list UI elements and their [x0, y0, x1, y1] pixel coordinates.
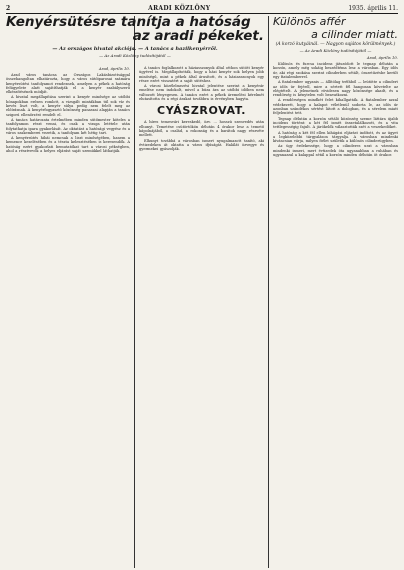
- main-article-paragraph: Arad város tanácsa az Országos Lakásbizottsággal összehangoltan elhatározta, hogy a város sütőiparosai számára kenyérsütési tanfolyamot rendeznek, amelyen a pékek a hatóság felügyelete alatt sajátíthatják el a kenyér szabályszerű elkészítésének módját.: [6, 73, 130, 95]
- main-headline-line-1: Kenyérsütésre tanítja a hatóság: [6, 14, 251, 30]
- main-article-paragraph: A városi közélelmezési hivatal jelentése szerint a kenyérár emelése nem indokolt, mivel a búza ára az utóbbi időben nem változott lényegesen. A tanács ezért a pékek áremelési kérelmét elutasította és a régi árakat továbbra is érvényben hagyta.: [139, 84, 264, 102]
- right-article-paragraph: Különös és furcsa incidens játszódott le tegnap délután a korzón, amely még sokáig beszédtéma lesz a városban. Egy idős úr, aki régi szokása szerint cilinderben sétált, összetűzésbe került egy fiatalemberrel.: [273, 62, 398, 79]
- right-article-paragraph: A rendőrségen mindkét felet kihallgatták. A fiatalember azzal védekezett, hogy a kalapot véletlenül sodorta le, az idős úr azonban szándékos sértést látott a dologban, és a sérelem miatt feljelentést tett.: [273, 98, 398, 116]
- columns-area: [6, 16, 398, 568]
- right-article-credit: — Az Aradi Közlöny tudósítójától —: [299, 48, 372, 54]
- main-article-deck: — Az országos hivatal akciója. — A tanács a hazilkenyérről.: [52, 45, 218, 52]
- main-article-paragraph: A tanács foglalkozott a háziasszonyok által otthon sütött kenyér ügyével is. Megállapították, hogy a házi kenyér sok helyen jobb minőségű, mint a pékek által árusított, és a háziasszonyok egy része ezért visszatért a saját sütéshez.: [139, 66, 264, 83]
- obituary-paragraph: Elhunyt továbbá a városban ismert nyugalmazott tanító, aki évtizedeken át oktatta a város ifjúságát. Halálát özvegye és gyermekei gyászolják.: [139, 138, 264, 152]
- right-headline-line-2: a cilinder miatt.: [311, 28, 398, 42]
- newspaper-page: [6, 4, 398, 566]
- right-article-dateline: Arad, április 10.: [366, 55, 398, 61]
- right-article-paragraph: A hatóság a két fél ellen kihágási eljárást indított, és az ügyet a legközelebbi tárgyaláson tárgyalja. A városban mindenki kíváncsian várja, milyen ítélet születik a különös cilinderügyben.: [273, 130, 398, 144]
- main-article-paragraph: A kenyérsütés hibái nemcsak a liszt minőségében, hanem a kemence kezelésében és a tészta kelesztésében is keresendők. A hatóság ezért gyakorlati bemutatókat tart a városi pékségben, ahol a résztvevők a helyes eljárást saját szemükkel láthatják.: [6, 136, 130, 154]
- right-article-paragraph: Tegnap délután a korzón sétáló közönség szeme láttára újabb incidens történt: a két fél ismét összetalálkozott, és a vita tettlegességig fajult. A járókelők választották szét a veszekedőket.: [273, 116, 398, 130]
- obituary-subhead: CYÁSZROVAT.: [157, 104, 246, 118]
- main-article-header: [6, 16, 264, 60]
- paper-name: ARADI KÖZLÖNY: [148, 5, 211, 12]
- column-1: [6, 66, 130, 568]
- main-article-dateline: Arad, április 10.: [98, 66, 130, 71]
- main-headline-line-2: az aradi pékeket.: [132, 27, 264, 44]
- right-headline-line-1: Különös affér: [273, 16, 346, 28]
- running-header: [6, 4, 398, 14]
- main-article-paragraph: A hivatal megállapítása szerint a kenyér minősége az utóbbi hónapokban erősen romlott, a vizsgált mintákban túl sok víz és kevés liszt volt, a kenyér súlya pedig nem felelt meg az előírásnak. A kenyérfogyasztó közönség panaszai alapján a tanács szigorú ellenőrzést rendelt el.: [6, 95, 130, 117]
- main-article-credit: — Az Aradi Közlöny tudósítójától —: [99, 52, 171, 58]
- main-article-paragraph: A tanács határozata értelmében minden sütőmester köteles a tanfolyamon részt venni, és csak a vizsga letétele után folytathatja ipara gyakorlását. Az oktatást a hatósági vegyész és a város szakemberei vezetik, a tanfolyam két hétig tart.: [6, 117, 130, 135]
- column-2: [139, 66, 264, 568]
- column-rule-2: [268, 16, 269, 568]
- obituary-paragraph: A híres temesvári kereskedő, özv. ... hosszú szenvedés után elhunyt. Temetése csütörtökön délután 4 órakor lesz a temető kápolnájából, a család, a rokonság és a barátok nagy részvéte mellett.: [139, 120, 264, 138]
- right-article-deck: (A korzó kutyáinál. — Nagyon sajátos körülmények.): [275, 42, 396, 48]
- column-3: [273, 16, 398, 568]
- right-article-paragraph: Az ügy érdekessége, hogy a cilinderes urat a városban mindenki ismeri, mert évtizedek óta ugyanabban a ruhában és ugyanazzal a kalappal sétál a korzón minden délután öt órakor.: [273, 144, 398, 158]
- issue-date: 1935. április 11.: [348, 5, 398, 12]
- right-article-paragraph: A fiatalember ugyanis — állítólag tréfából — leütötte a cilindert az idős úr fejéről, mire a sértett fél hangosan követelte az elégtételt. A jelenetnek rövidesen nagy közönsége akadt, és a rendőrség is kénytelen volt beavatkozni.: [273, 80, 398, 98]
- page-number: 2: [6, 5, 11, 12]
- column-rule-1: [134, 16, 135, 568]
